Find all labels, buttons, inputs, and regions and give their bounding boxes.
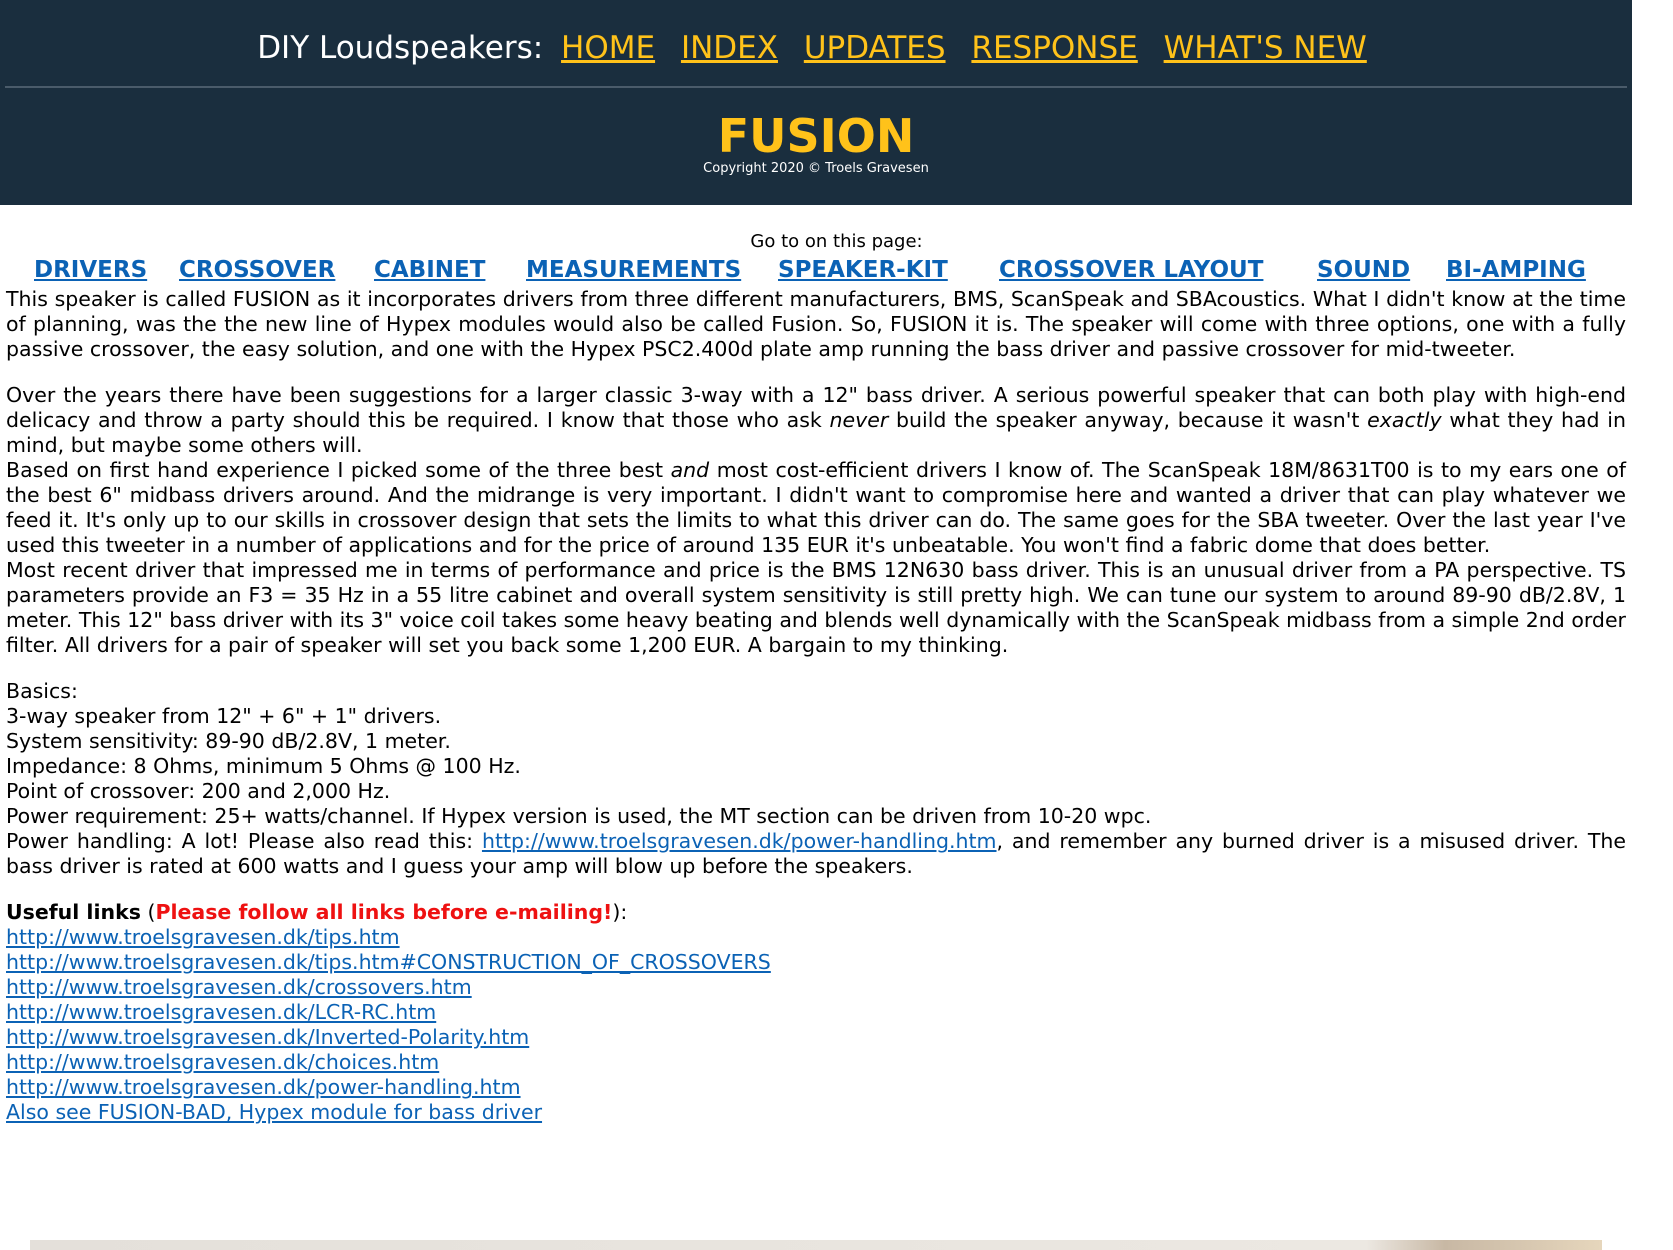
section-link-bi-amping[interactable]: BI-AMPING [1446,257,1586,283]
section-link-crossover[interactable]: CROSSOVER [179,257,336,283]
useful-link-lcr-rc[interactable]: http://www.troelsgravesen.dk/LCR-RC.htm [6,1000,437,1024]
useful-link-item [6,975,1626,1000]
text-span: ( [140,900,156,924]
text-span: , and remember any burned driver is a misused driver. The bass driver is rated at 600 watts and I guess your amp will blow up before the speakers. [6,829,1626,878]
section-link-drivers[interactable]: DRIVERS [34,257,148,283]
basics-line: 3-way speaker from 12" + 6" + 1" drivers. [6,704,442,728]
power-handling-link[interactable]: http://www.troelsgravesen.dk/power-handling.htm [481,829,997,853]
emphasis-never: never [829,408,889,432]
useful-link-inverted-polarity[interactable]: http://www.troelsgravesen.dk/Inverted-Polarity.htm [6,1025,530,1049]
article-body [0,287,1632,1125]
nav-home-link[interactable]: HOME [561,30,656,66]
useful-link-item [6,1000,1626,1025]
goto-label: Go to on this page: [750,231,923,252]
basics-line: Power requirement: 25+ watts/channel. If Hypex version is used, the MT section can be driven from 10-20 wpc. [6,804,1152,828]
section-link-measurements[interactable]: MEASUREMENTS [526,257,742,283]
useful-link-item [6,950,1626,975]
email-warning: Please follow all links before e-mailing! [155,900,613,924]
text-span: Over the years there have been suggestions for a larger classic 3-way with a 12" bass driver. A serious powerful speaker that can both play with high-end delicacy and throw a party should this be required. I know that those who ask [6,383,1626,432]
intro-paragraph-2 [6,383,1626,458]
section-navigation [0,255,1673,287]
text-span: Based on first hand experience I picked some of the three best [6,458,671,482]
useful-link-crossovers[interactable]: http://www.troelsgravesen.dk/crossovers.htm [6,975,472,999]
useful-link-item [6,1050,1626,1075]
text-span: Power handling: A lot! Please also read this: [6,829,482,853]
useful-link-item [6,1100,1626,1125]
site-label: DIY Loudspeakers: [257,30,544,66]
nav-index-link[interactable]: INDEX [680,30,778,66]
useful-link-item [6,1025,1626,1050]
nav-response-link[interactable]: RESPONSE [971,30,1138,66]
speaker-photo [30,1240,1602,1250]
useful-links-heading-line [6,900,1626,925]
intro-paragraph-3 [6,458,1626,558]
useful-links-heading: Useful links [6,900,141,924]
top-navigation [0,28,1632,68]
text-span: ): [612,900,628,924]
text-span: what they had in mind, but maybe some others will. [6,408,1626,457]
useful-link-construction-of-crossovers[interactable]: http://www.troelsgravesen.dk/tips.htm#CONSTRUCTION_OF_CROSSOVERS [6,950,771,974]
intro-paragraph-1: This speaker is called FUSION as it incorporates drivers from three different manufacturers, BMS, ScanSpeak and SBAcoustics. What I didn't know at the time of planning, was the the new line of Hypex modules would also be called Fusion. So, FUSION it is. The speaker will come with three options, one with a fully passive crossover, the easy solution, and one with the Hypex PSC2.400d plate amp running the bass driver and passive crossover for mid-tweeter. [6,287,1626,361]
nav-updates-link[interactable]: UPDATES [803,30,946,66]
page-title: FUSION [717,109,915,163]
section-link-sound[interactable]: SOUND [1317,257,1411,283]
useful-link-power-handling[interactable]: http://www.troelsgravesen.dk/power-handling.htm [6,1075,521,1099]
intro-paragraph-4: Most recent driver that impressed me in terms of performance and price is the BMS 12N630 bass driver. This is an unusual driver from a PA perspective. TS parameters provide an F3 = 35 Hz in a 55 litre cabinet and overall system sensitivity is still pretty high. We can tune our system to around 89-90 dB/2.8V, 1 meter. This 12" bass driver with its 3" voice coil takes some heavy beating and blends well dynamically with the ScanSpeak midbass from a simple 2nd order filter. All drivers for a pair of speaker will set you back some 1,200 EUR. A bargain to my thinking. [6,558,1626,657]
useful-link-item [6,925,1626,950]
emphasis-and: and [670,458,710,482]
text-span: build the speaker anyway, because it wasn't [888,408,1368,432]
site-header [0,0,1632,205]
useful-link-item [6,1075,1626,1100]
header-divider [5,86,1627,88]
basics-line: Impedance: 8 Ohms, minimum 5 Ohms @ 100 Hz. [6,754,521,778]
section-link-speaker-kit[interactable]: SPEAKER-KIT [778,257,948,283]
basics-heading: Basics: [6,679,78,703]
text-span: most cost-efficient drivers I know of. The ScanSpeak 18M/8631T00 is to my ears one of the best 6" midbass drivers around. And the midrange is very important. I didn't want to compromise here and wanted a driver that can play whatever we feed it. It's only up to our skills in crossover design that sets the limits to what this driver can do. The same goes for the SBA tweeter. Over the last year I've used this tweeter in a number of applications and for the price of around 135 EUR it's unbeatable. You won't find a fabric dome that does better. [6,458,1626,557]
power-handling-line [6,829,1626,879]
copyright-notice: Copyright 2020 © Troels Gravesen [703,161,929,176]
nav-whats-new-link[interactable]: WHAT'S NEW [1163,30,1367,66]
useful-link-choices[interactable]: http://www.troelsgravesen.dk/choices.htm [6,1050,440,1074]
useful-link-tips[interactable]: http://www.troelsgravesen.dk/tips.htm [6,925,400,949]
basics-line: Point of crossover: 200 and 2,000 Hz. [6,779,391,803]
section-link-cabinet[interactable]: CABINET [374,257,486,283]
useful-link-fusion-bad[interactable]: Also see FUSION-BAD, Hypex module for bass driver [6,1100,543,1124]
basics-line: System sensitivity: 89-90 dB/2.8V, 1 meter. [6,729,451,753]
section-link-crossover-layout[interactable]: CROSSOVER LAYOUT [999,257,1264,283]
emphasis-exactly: exactly [1367,408,1442,432]
